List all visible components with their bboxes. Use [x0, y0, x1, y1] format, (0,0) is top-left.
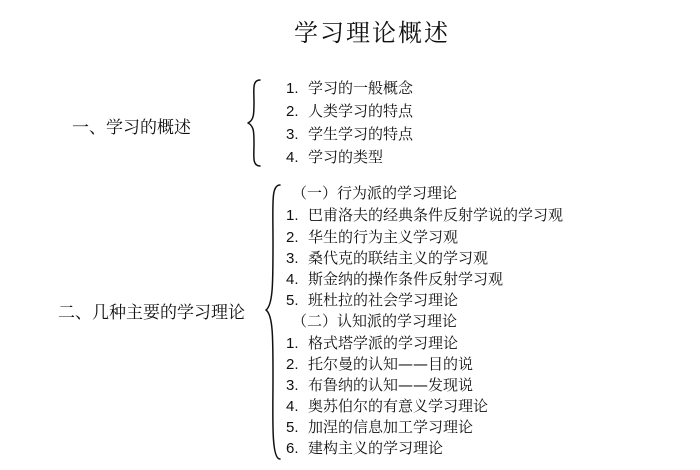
item-text: 桑代克的联结主义的学习观 — [308, 249, 489, 267]
item-text: 人类学习的特点 — [308, 102, 414, 120]
section-2-brace-icon — [262, 183, 284, 463]
item-text: 奥苏伯尔的有意义学习理论 — [308, 397, 489, 415]
group-2-heading: （二）认知派的学习理论 — [292, 312, 458, 330]
item-text: 学生学习的特点 — [308, 125, 414, 143]
group-2-item-5: 5. 加涅的信息加工学习理论 — [286, 418, 474, 436]
item-text: 华生的行为主义学习观 — [308, 228, 459, 246]
item-text: 斯金纳的操作条件反射学习观 — [308, 270, 504, 288]
section-2-label: 二、几种主要的学习理论 — [58, 303, 245, 323]
group-1-item-4: 4. 斯金纳的操作条件反射学习观 — [286, 270, 504, 288]
item-text: 建构主义的学习理论 — [308, 439, 444, 457]
section-1-brace-icon — [244, 78, 264, 168]
group-2-item-4: 4. 奥苏伯尔的有意义学习理论 — [286, 397, 489, 415]
item-text: 格式塔学派的学习理论 — [308, 334, 459, 352]
item-text: 班杜拉的社会学习理论 — [308, 291, 459, 309]
item-text: 巴甫洛夫的经典条件反射学说的学习观 — [308, 206, 564, 224]
group-2-item-3: 3. 布鲁纳的认知——发现说 — [286, 376, 474, 394]
section-1-item-2: 2. 人类学习的特点 — [286, 102, 414, 120]
section-1-item-1: 1. 学习的一般概念 — [286, 79, 414, 97]
item-text: 加涅的信息加工学习理论 — [308, 418, 474, 436]
page-title: 学习理论概述 — [294, 19, 450, 47]
item-text: 托尔曼的认知——目的说 — [308, 355, 474, 373]
group-2-item-1: 1. 格式塔学派的学习理论 — [286, 334, 459, 352]
section-1-item-4: 4. 学习的类型 — [286, 148, 384, 166]
section-1-label: 一、学习的概述 — [72, 118, 191, 138]
group-1-heading: （一）行为派的学习理论 — [292, 184, 458, 202]
group-1-item-1: 1. 巴甫洛夫的经典条件反射学说的学习观 — [286, 206, 564, 224]
group-2-item-6: 6. 建构主义的学习理论 — [286, 439, 444, 457]
group-1-item-2: 2. 华生的行为主义学习观 — [286, 228, 459, 246]
group-1-item-3: 3. 桑代克的联结主义的学习观 — [286, 249, 489, 267]
group-2-item-2: 2. 托尔曼的认知——目的说 — [286, 355, 474, 373]
item-text: 学习的一般概念 — [308, 79, 414, 97]
item-text: 学习的类型 — [308, 148, 384, 166]
section-1-item-3: 3. 学生学习的特点 — [286, 125, 414, 143]
group-1-item-5: 5. 班杜拉的社会学习理论 — [286, 291, 459, 309]
item-text: 布鲁纳的认知——发现说 — [308, 376, 474, 394]
